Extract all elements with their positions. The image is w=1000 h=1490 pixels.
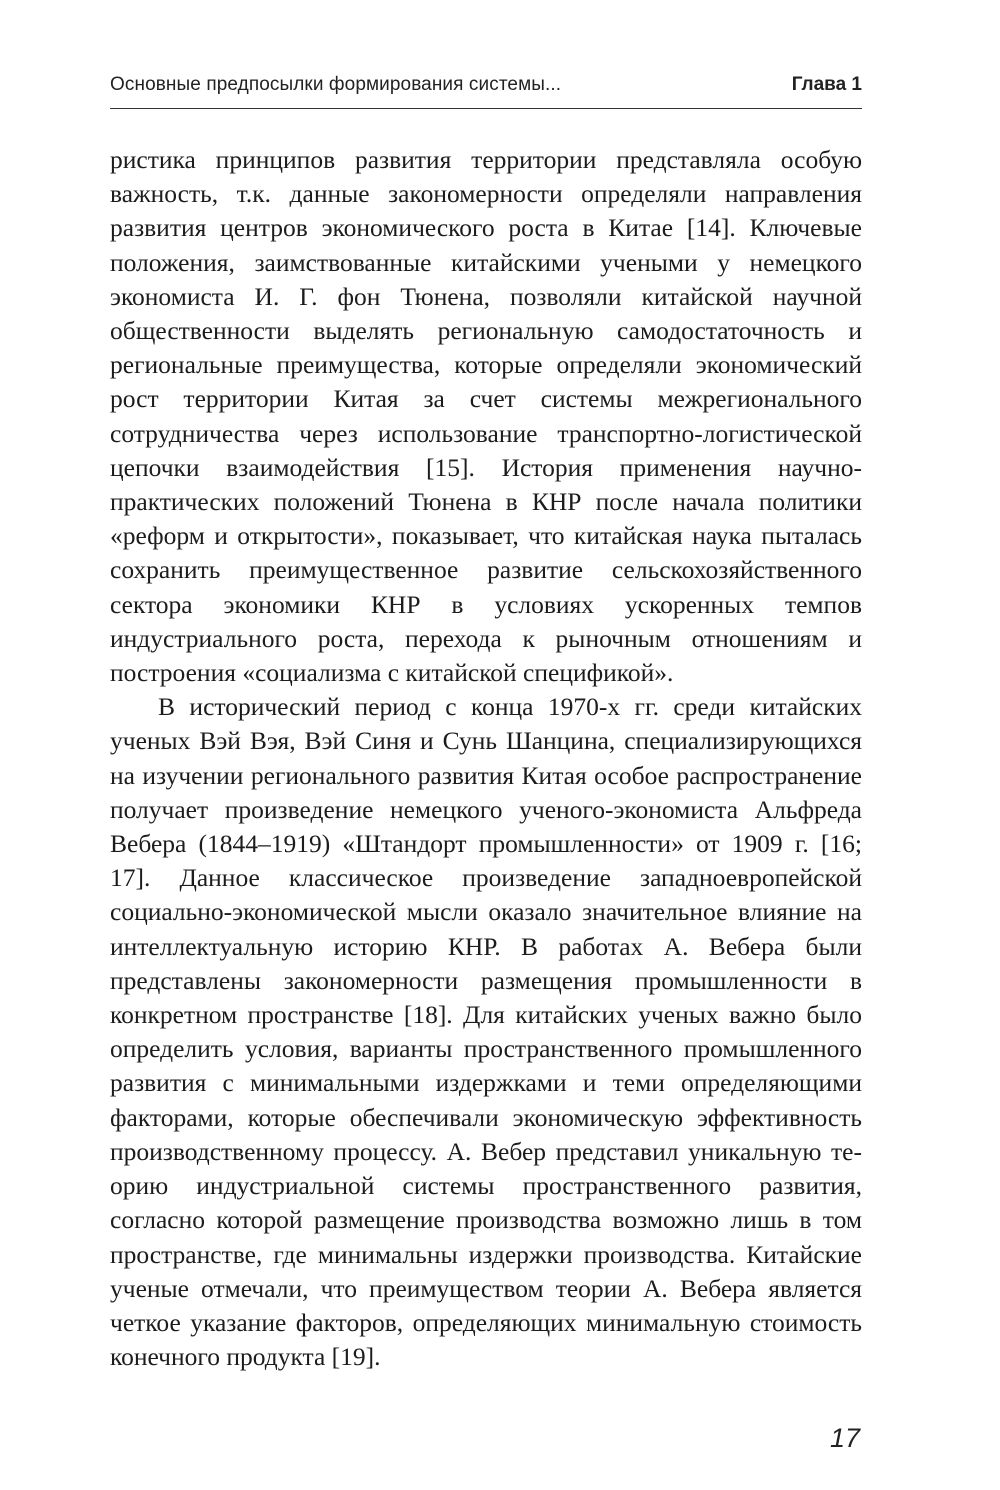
chapter-label: Глава 1 [791, 74, 862, 95]
page-number: 17 [829, 1423, 860, 1453]
paragraph-weber: В исторический период с конца 1970-х гг. среди китайских ученых Вэй Вэя, Вэй Синя и Сунь Шанцина, специализирующихся на изучении регионального развития Китая особое распространение получает произведение немецкого ученого-экономиста Альфреда Вебера (1844–1919) «Штандорт промышленности» от 1909 г. [16; 17]. Данное классическое произведение западноевропейской социально-экономической мысли оказало значительное влияние на интеллектуальную историю КНР. В работах А. Вебера были представлены закономерности размещения промышленности в конкретном пространстве [18]. Для китайских ученых важно было определить условия, варианты пространственного промышленного развития с минимальными издержками и теми определяющими факторами, которые обеспечивали экономическую эффективность производственному процессу. А. Вебер представил уникальную теорию индустриальной системы пространственного развития, согласно которой размещение производства возможно лишь в том пространстве, где минимальны издержки производства. Китайские ученые отмечали, что преимуществом теории А. Вебера является четкое указание факторов, определяющих минимальную стоимость конечного продукта [19]. [110, 692, 862, 1372]
running-header [110, 74, 862, 104]
running-title: Основные предпосылки формирования системы... [110, 74, 562, 95]
header-divider [110, 108, 862, 109]
paragraph-continuation: ристика принципов развития территории представляла особую важность, т.к. данные закономерности определяли направления развития центров экономического роста в Китае [14]. Ключевые положения, заимствованные китайскими учеными у немецкого экономиста И. Г. фон Тюнена, позволяли китайской научной общественности выделять региональную самодостаточность и региональные преимущества, которые определяли экономический рост территории Китая за счет системы межрегионального сотрудничества через использование транспортно-логистической цепочки взаимодействия [15]. История применения научно-практических положений Тюнена в КНР после начала политики «реформ и открытости», показывает, что китайская наука пыталась сохранить преимущественное развитие сельскохозяйственного сектора экономики КНР в условиях ускоренных темпов индустриального роста, перехода к рыночным отношениям и построения «социализма с китайской спецификой». [110, 145, 862, 688]
main-text [110, 143, 862, 1374]
